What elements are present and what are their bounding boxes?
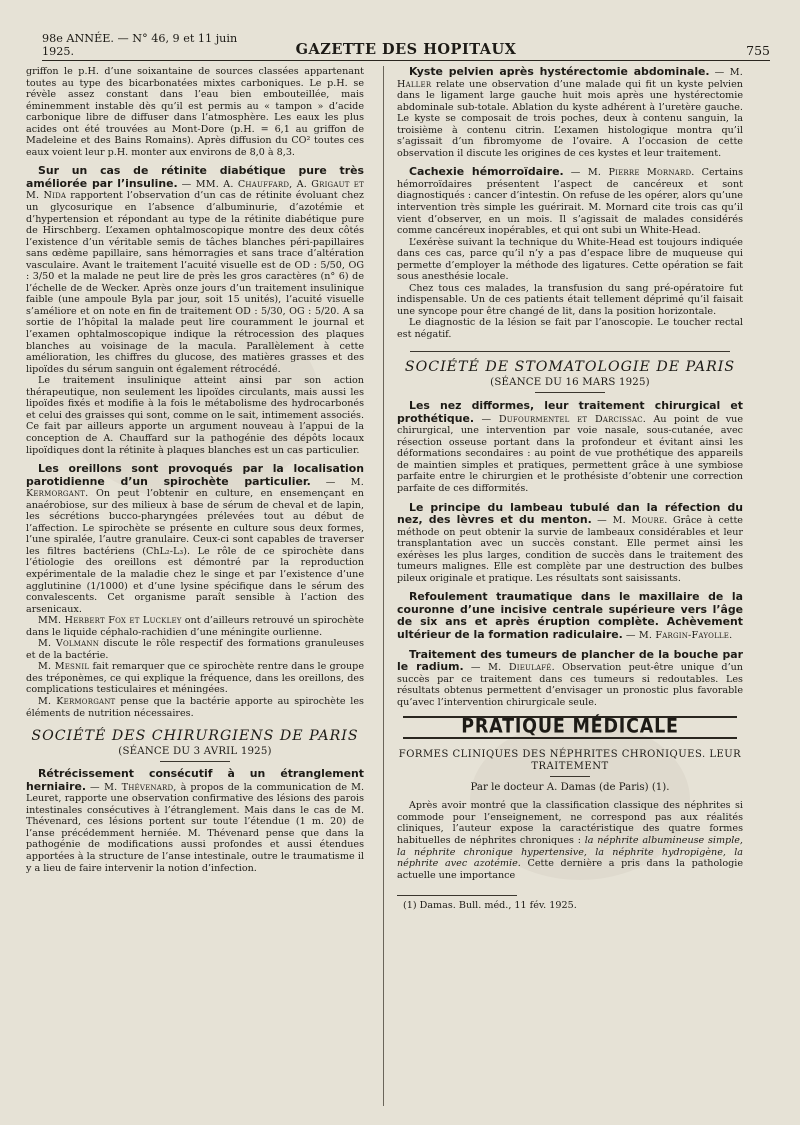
article-text: On peut l’obtenir en culture, en ensemençant en anaérobiose, sur des milieux à base de sérum de cheval et de lapin, les sécrétions bucco-pharyngées prélevées tout au début de l’affection. Le spirochète se présente en culture sous deux formes, l’une spiralée, l’autre granulaire. Ceux-ci sont capables de traverser les filtres bactériens (ChL₂-L₃). Le rôle de ce spirochète dans l’étiologie des oreillons est démontré par la reproduction expérimentale de la maladie chez le singe et par l’existence d’une agglutinine (1/1000) et d’une lysine spécifique dans le sérum des convalescents. Cet organisme paraît sensible à l’action des arsenicaux. [26, 488, 364, 615]
article-title: Traitement des tumeurs de plancher de la bouche par le radium. [397, 647, 743, 674]
article-text: pense que la bactérie apporte au spirochète les éléments de nutrition nécessaires. [26, 695, 364, 719]
pratique-paragraph [397, 800, 743, 881]
pratique-text: Après avoir montré que la classification classique des néphrites si commode pour l’enseignement, ne correspond pas aux réalités cliniques, l’auteur expose la caractéristique des quatre formes habituelles de néphrites chroniques : [397, 800, 743, 847]
article-text: rapportent l’observation d’un cas de rétinite évoluant chez un glycosurique en l’absence d’albuminurie, d’azotémie et d’hypertension et répondant au type de la rétinite diabétique pure de Hirschberg. L’examen ophtalmoscopique montre des deux côtés l’existence d’un véritable semis de tâches blanches péri-papillaires sans œdème papillaire, sans hémorragies et sans trace d’altération vasculaire. Avant le traitement l’acuité visuelle est de OD : 5/50, OG : 3/50 et la malade ne peut lire de près les gros caractères (n° 6) de l’échelle de de Wecker. Après onze jours d’un traitement insulinique faible (une ampoule Byla par jour, soit 15 unités), l’acuité visuelle s’améliore et on note en fin de traitement OD : 5/30, OG : 5/20. A sa sortie de l’hôpital la malade peut lire couramment le journal et l’examen ophtalmoscopique indique la rétrocession des plaques blanches au voisinage de la macula. Parallèlement à cette amélioration, les chiffres du glucose, des matières grasses et des lipoïdes du sérum sanguin ont également rétrocédé. [26, 190, 364, 375]
article-text: à propos de la communication de M. Leuret, rapporte une observation confirmative des lésions des parois intestinales consécutives à l’étranglement. Mais dans le cas de M. Thévenard, ces lésions portent sur toute l’étendue (1 m. 20) de l’anse précédemment herniée. M. Thévenard pense que dans la pathogénie de modifications aussi profondes et aussi étendues apportées à la structure de l’anse intestinale, outre le traumatisme il y a lieu de faire intervenir la notion d’infection. [26, 781, 364, 874]
article-text: L’exérèse suivant la technique du White-Head est toujours indiquée dans ces cas, parce qu’il n’y a pas d’espace libre de muqueuse qui permette d’employer la méthode des ligatures. Cette opération se fait sous anesthésie locale. [397, 236, 743, 283]
article-authors: — M. Moure. [597, 515, 668, 527]
left-column [26, 66, 364, 874]
author-names: MM. Herbert Fox et Luckley [38, 615, 182, 627]
article-title: Les oreillons sont provoqués par la localisation parotidienne d’un spirochète particulier. [26, 462, 364, 488]
pratique-subtitle: FORMES CLINIQUES DES NÉPHRITES CHRONIQUES. LEUR TRAITEMENT [398, 748, 742, 772]
article-retrecissement [26, 768, 364, 874]
article-title: Le principe du lambeau tubulé dan la réfection du nez, des lèvres et du menton. [397, 500, 743, 527]
article-text: Le diagnostic de la lésion se fait par l’anoscopie. Le toucher rectal est négatif. [397, 317, 743, 341]
pratique-banner-title: PRATIQUE MÉDICALE [461, 716, 679, 739]
seance-date: (SÉANCE DU 16 MARS 1925) [490, 376, 650, 388]
article-text: Certains hémorroïdaires présentent l’aspect de cancéreux et sont diagnostiqués : cancer d’intestin. On refuse de les opérer, alors qu’une intervention très simple les guérirait. M. Mornard cite trois cas qu’il vient d’observer, en un mois. Il s’agissait de malades considérés comme cancéreux inopérables, et qui ont subi un White-Head. [397, 167, 743, 237]
article-authors: — M. Pierre Mornard. [570, 167, 695, 179]
society-title: SOCIÉTÉ DES CHIRURGIENS DE PARIS [31, 728, 359, 745]
section-rule [535, 392, 605, 393]
article-nez [397, 400, 743, 494]
article-title: Sur un cas de rétinite diabétique pure très améliorée par l’insuline. [26, 164, 364, 190]
author-names: M. Mesnil [38, 661, 90, 673]
footnote: (1) Damas. Bull. méd., 11 fév. 1925. [403, 900, 577, 912]
article-text: relate une observation d’une malade qui fit un kyste pelvien dans le ligament large gauche huit mois après une hystérectomie abdominale sub-totale. Ablation du kyste adhérent à l’uretère gauche. Le kyste se composait de trois poches, deux à contenu sanguin, la troisième à contenu citrin. L’examen histologique montra qu’il s’agissait d’un fibromyome de l’ovaire. A l’occasion de cette observation il discute les origines de ces kystes et leur traitement. [397, 78, 743, 159]
year-label: 98e ANNÉE. [42, 32, 114, 45]
section-rule [160, 761, 230, 762]
article-authors: — M. Kermorgant. [26, 476, 364, 500]
article-oreillons [26, 463, 364, 719]
article-text: Chez tous ces malades, la transfusion du sang pré-opératoire fut indispensable. Un de ces patients était tellement déprimé qu’il faisait une syncope pour être changé de lit, dans la position horizontale. [397, 282, 743, 317]
article-authors: — M. Dieulafé. [470, 662, 555, 674]
article-authors: — M. Fargin-Fayolle. [625, 630, 733, 642]
article-authors: — M. Haller [397, 67, 743, 90]
article-cachexie [397, 166, 743, 340]
article-text: Au point de vue chirurgical, une intervention par voie nasale, sous-cutanée, avec résection osseuse portant dans la profondeur et évitant ainsi les déformations secondaires : au point de vue prothétique des appareils de maintien simples et pratiques, permettent grâce à une symbiose parfaite entre le chirurgien et le prothésiste d’obtenir une correction parfaite de ces difformités. [397, 413, 744, 494]
footnote-rule [397, 895, 517, 896]
article-title: Cachexie hémorroïdaire. [409, 165, 564, 179]
article-lambeau [397, 502, 743, 585]
article-tumeurs [397, 649, 743, 709]
pratique-byline: Par le docteur A. Damas (de Paris) (1). [470, 781, 670, 793]
article-authors: — Dufourmentel et Darcissac. [481, 413, 647, 425]
issue-info [42, 32, 272, 58]
column-divider [383, 66, 384, 1106]
article-authors: — M. Thévenard, [90, 781, 177, 793]
article-retinite [26, 165, 364, 456]
pratique-text: Cette dernière a pris dans la pathologie actuelle une importance [397, 858, 743, 881]
author-names: M. Kermorgant [38, 695, 116, 707]
article-title: Les nez difformes, leur traitement chirurgical et prothétique. [397, 399, 743, 425]
pratique-banner [403, 716, 737, 739]
author-names: M. Volmann [38, 638, 100, 650]
article-text: ont d’ailleurs retrouvé un spirochète dans le liquide céphalo-rachidien d’une méningite ourlienne. [26, 615, 364, 638]
article-authors: — MM. A. Chauffard, A. Grigaut et M. Nida [26, 178, 364, 202]
pratique-italic-text: la néphrite albumineuse simple, la néphrite chronique hypertensive, la néphrite hydropigène, la néphrite avec azotémie. [397, 835, 743, 870]
society-title: SOCIÉTÉ DE STOMATOLOGIE DE PARIS [404, 359, 736, 376]
intro-paragraph: griffon le p.H. d’une soixantaine de sources classées appartenant toutes au type des bicarbonatées mixtes carboniques. Le p.H. se révèle assez constant dans l’eau bien embouteillée, mais éminemment instable dès qu’il est permis au « tampon » d’acide carbonique libre de diffuser dans l’atmosphère. Les eaux les plus acides ont été trouvées au Mont-Dore (p.H. = 6,1 au griffon de Madeleine et des Bains Romains). Après diffusion du CO² toutes ces eaux voient leur p.H. monter aux environs de 8,0 à 8,3. [26, 66, 364, 158]
page-number: 755 [746, 43, 770, 58]
seance-date: (SÉANCE DU 3 AVRIL 1925) [118, 745, 272, 757]
issue-label: — N° 46, 9 et 11 juin 1925. [42, 32, 238, 58]
article-title: Refoulement traumatique dans le maxillaire de la couronne d’une incisive centrale supérieure vers l’âge de six ans et après éruption complète. Achèvement ultérieur de la formation radiculaire. [397, 590, 743, 642]
journal-title: GAZETTE DES HOPITAUX [295, 41, 517, 58]
article-text: fait remarquer que ce spirochète rentre dans le groupe des tréponèmes, ce qui explique la fréquence, dans les oreillons, des complications testiculaires et méningées. [26, 661, 364, 696]
article-title: Rétrécissement consécutif à un étranglement herniaire. [26, 767, 364, 793]
article-title: Kyste pelvien après hystérectomie abdominale. [409, 65, 710, 78]
page-header [42, 30, 770, 61]
article-kyste [397, 66, 743, 159]
article-refoulement [397, 591, 743, 641]
article-text: Le traitement insulinique atteint ainsi par son action thérapeutique, non seulement les lipoïdes circulants, mais aussi les lipoïdes fixés et modifie à la fois le métabolisme des hydrocarbonés et celui des graisses qui sont, comme on le sait, intimement associés. Ce fait par ailleurs apporte un argument nouveau à l’appui de la conception de A. Chauffard sur la pathogénie des dépôts locaux lipoïdiques dont la rétinite à plaques blanches est un cas particulier. [26, 375, 364, 456]
section-rule [550, 776, 590, 777]
article-text: discute le rôle respectif des formations granuleuses et de la bactérie. [26, 638, 364, 661]
article-text: Grâce à cette méthode on peut obtenir la survie de lambeaux considérables et leur transplantation avec un succès constant. Elle permet ainsi les exérèses les plus larges, condition de succès dans le traitement des tumeurs malignes. Elle est complète par une destruction des bulbes pileux originale et pratique. Les résultats sont saisissants. [397, 515, 743, 584]
article-text: Observation peut-être unique d’un succès par ce traitement dans ces tumeurs si redoutables. Les résultats obtenus permettent d’envisager un pronostic plus favorable qu’avec l’intervention chirurgicale seule. [397, 662, 743, 708]
right-column [397, 66, 743, 912]
section-rule [410, 351, 730, 353]
